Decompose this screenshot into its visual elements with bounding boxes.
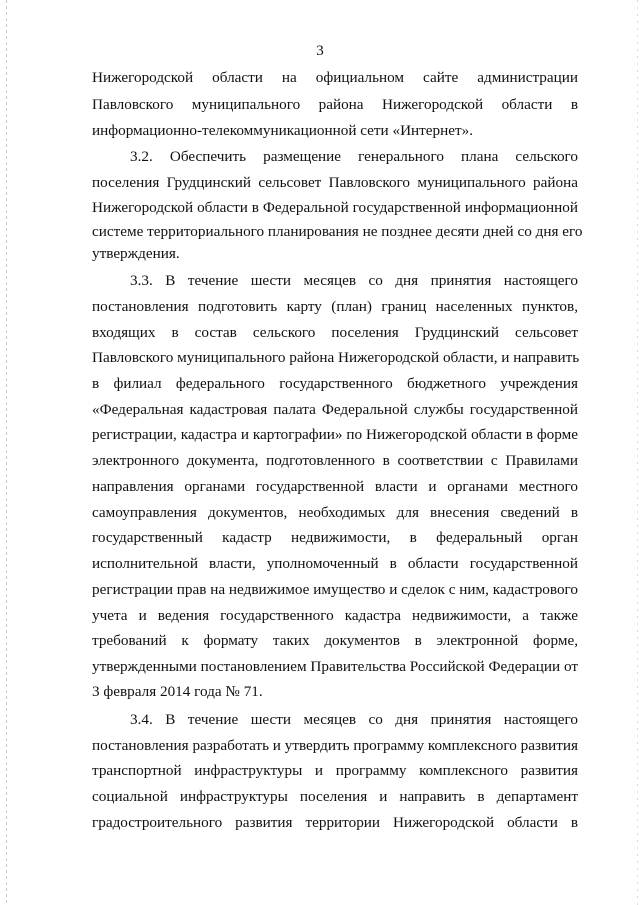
text-line: Нижегородской области на официальном сайте администрации	[92, 69, 578, 86]
text-line: социальной инфраструктуры поселения и направить в департамент	[92, 788, 578, 805]
text-line: Павловского муниципального района Нижегородской области в	[92, 96, 578, 113]
text-line: системе территориального планирования не позднее десяти дней со дня его	[92, 223, 583, 240]
text-line: 3 февраля 2014 года № 71.	[92, 683, 263, 700]
text-line: регистрации прав на недвижимое имущество и сделок с ним, кадастрового	[92, 581, 578, 598]
text-line: утвержденными постановлением Правительства Российской Федерации от	[92, 658, 578, 675]
text-line: поселения Грудцинский сельсовет Павловского муниципального района	[92, 174, 578, 191]
text-line: входящих в состав сельского поселения Грудцинский сельсовет	[92, 324, 578, 341]
text-line: транспортной инфраструктуры и программу комплексного развития	[92, 762, 578, 779]
text-line: регистрации, кадастра и картографии» по Нижегородской области в форме	[92, 426, 578, 443]
text-line: Павловского муниципального района Нижегородской области, и направить	[92, 349, 580, 366]
scan-edge-left	[6, 0, 7, 905]
text-line: «Федеральная кадастровая палата Федеральной службы государственной	[92, 401, 578, 418]
text-line: электронного документа, подготовленного в соответствии с Правилами	[92, 452, 578, 469]
paragraph-3-4-first-line: 3.4. В течение шести месяцев со дня принятия настоящего	[130, 711, 578, 728]
text-line: учета и ведения государственного кадастра недвижимости, а также	[92, 607, 578, 624]
text-line: информационно-телекоммуникационной сети «Интернет».	[92, 122, 474, 139]
text-line: Нижегородской области в Федеральной государственной информационной	[92, 199, 578, 216]
text-line: требований к формату таких документов в электронной форме,	[92, 632, 578, 649]
text-line: самоуправления документов, необходимых для внесения сведений в	[92, 504, 578, 521]
scan-edge-right	[637, 0, 638, 905]
text-line: постановления подготовить карту (план) границ населенных пунктов,	[92, 298, 578, 315]
text-line: исполнительной власти, уполномоченный в области государственной	[92, 555, 578, 572]
paragraph-3-3-first-line: 3.3. В течение шести месяцев со дня принятия настоящего	[130, 272, 578, 289]
text-line: градостроительного развития территории Нижегородской области в	[92, 814, 578, 831]
text-line: постановления разработать и утвердить программу комплексного развития	[92, 737, 578, 754]
text-line: государственный кадастр недвижимости, в федеральный орган	[92, 529, 578, 546]
paragraph-3-2-first-line: 3.2. Обеспечить размещение генерального плана сельского	[130, 148, 578, 165]
text-line: направления органами государственной власти и органами местного	[92, 478, 578, 495]
text-line: в филиал федерального государственного бюджетного учреждения	[92, 375, 578, 392]
page-number: 3	[316, 43, 324, 59]
text-line: утверждения.	[92, 245, 180, 262]
